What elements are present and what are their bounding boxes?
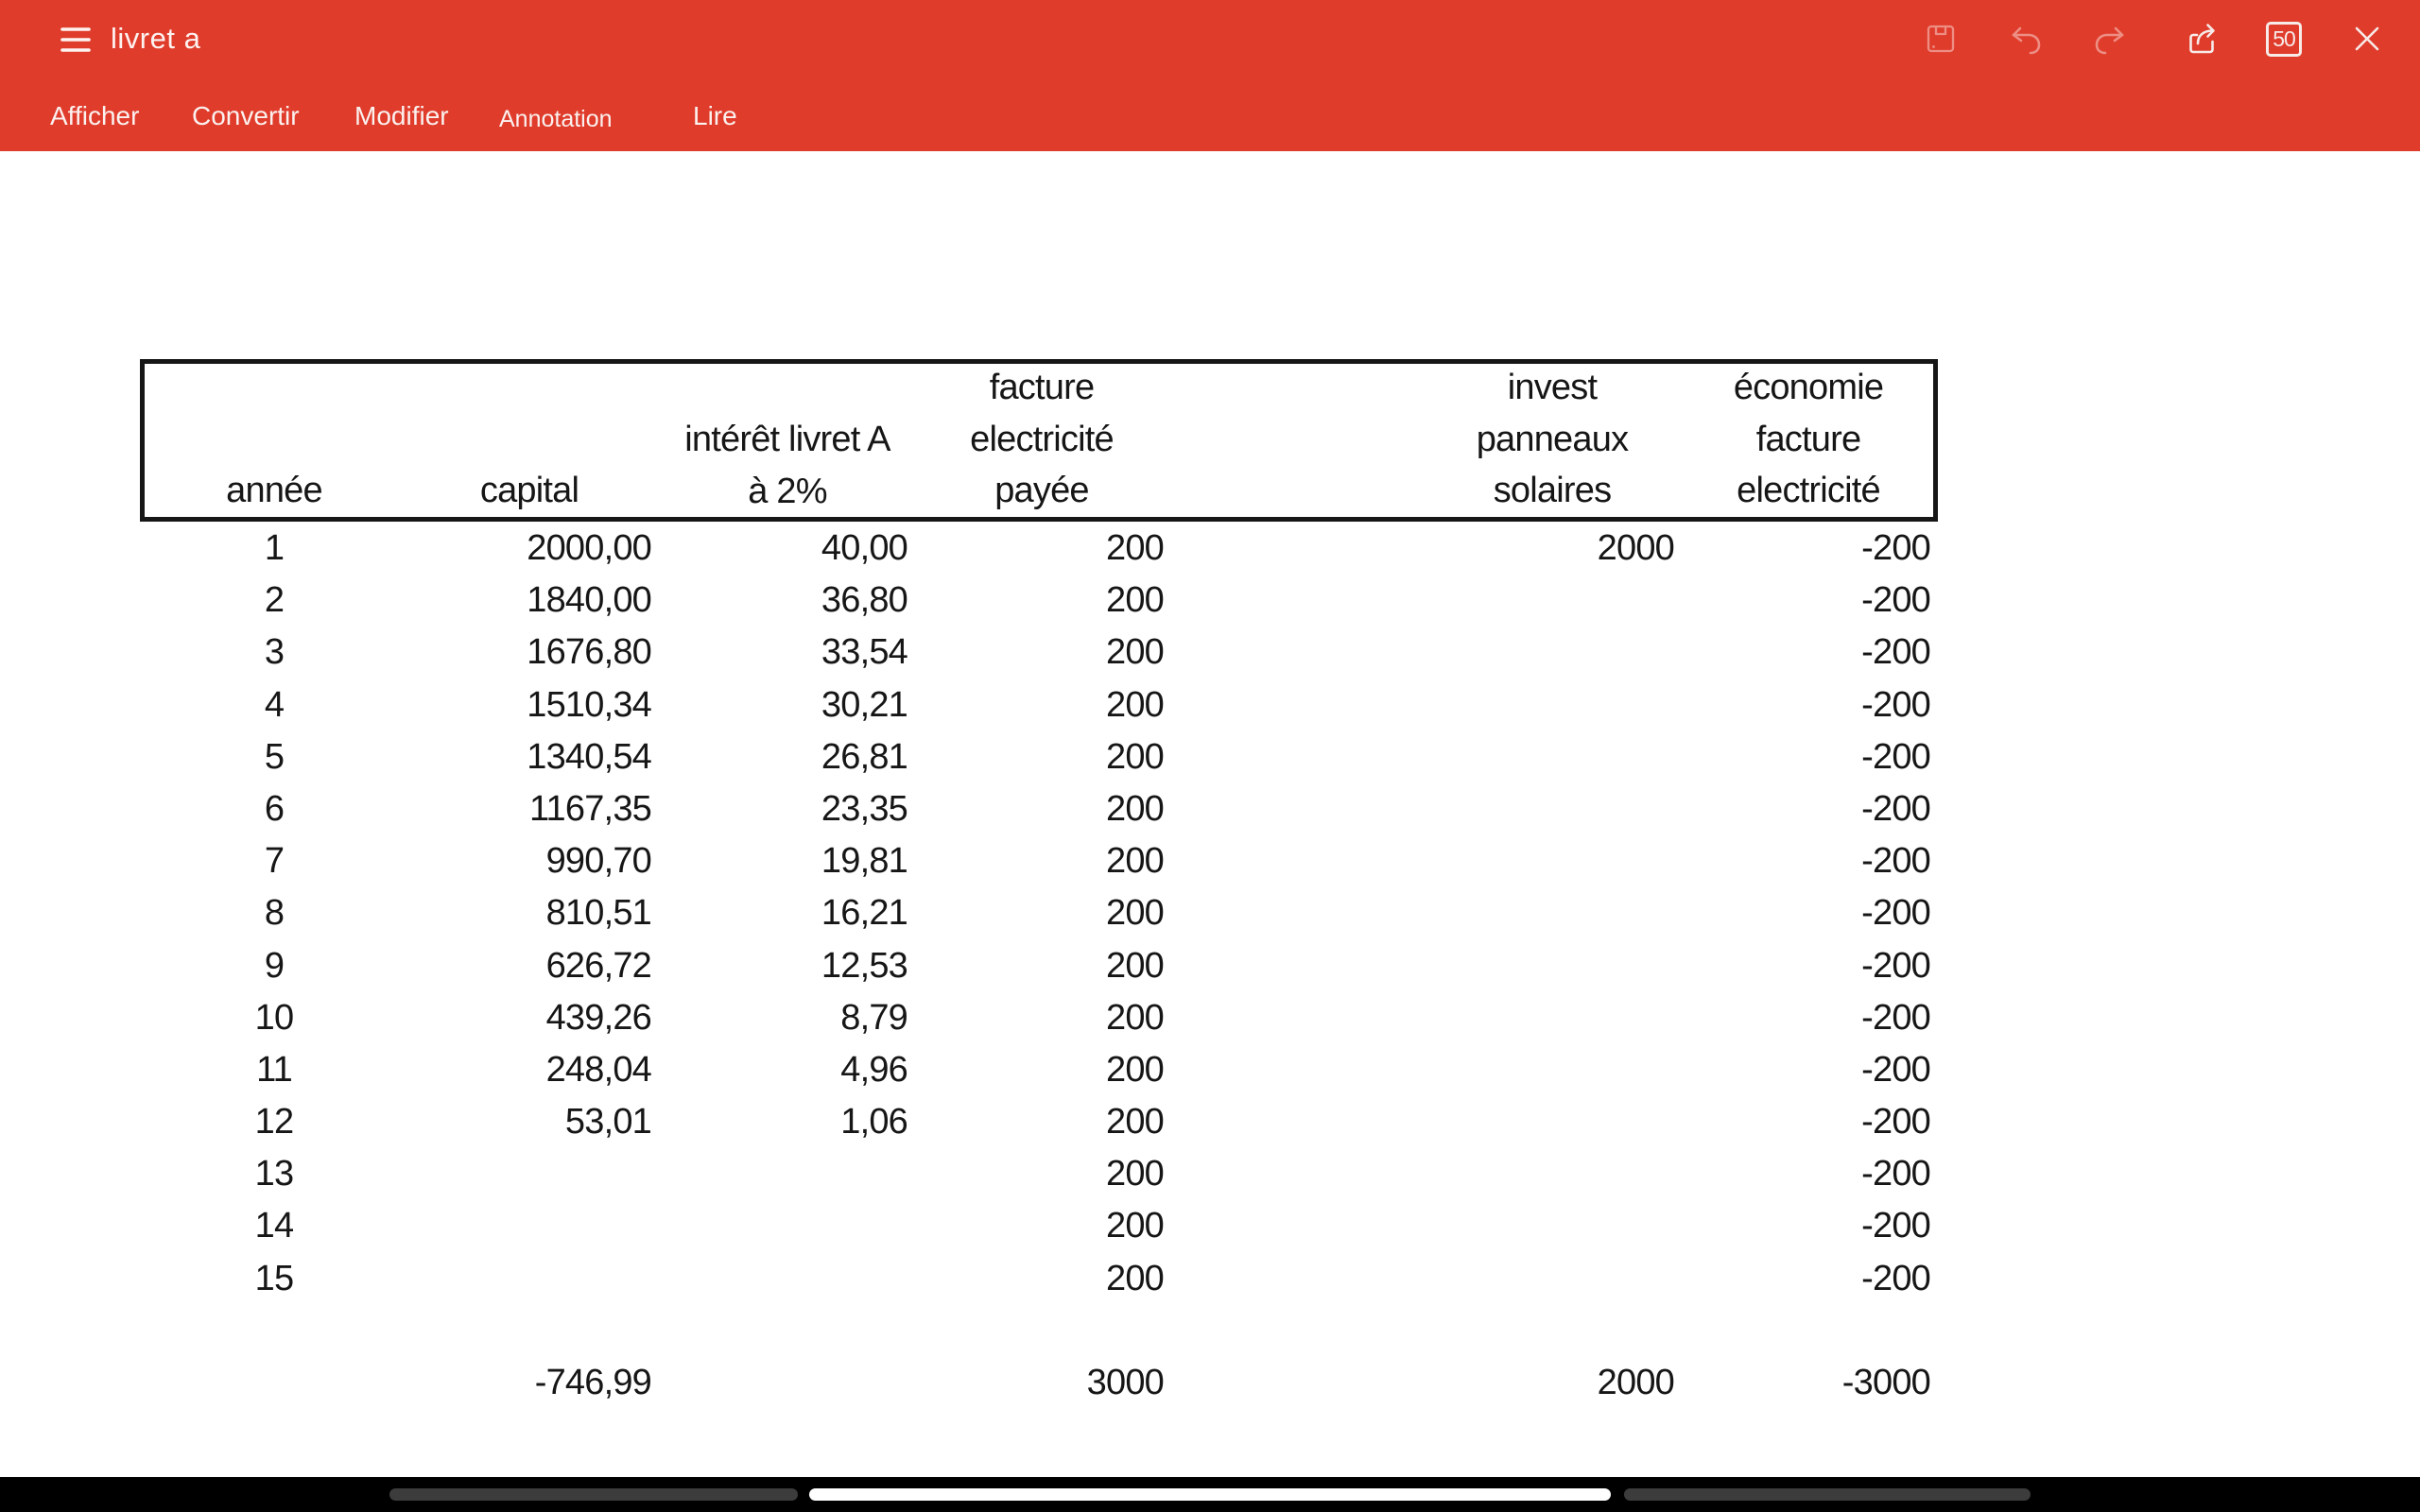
cell-annee: 15 — [254, 1258, 294, 1298]
cell-interet: 4,96 — [840, 1049, 908, 1090]
table-row — [0, 523, 2420, 575]
cell-capital: 1676,80 — [527, 632, 651, 673]
app-header — [0, 0, 2420, 151]
scrollbar-track-right[interactable] — [1624, 1488, 2031, 1501]
cell-total-facture: 3000 — [1086, 1362, 1164, 1402]
scrollbar-track-left[interactable] — [389, 1488, 798, 1501]
table-row — [0, 1096, 2420, 1148]
table-row — [0, 940, 2420, 992]
cell-invest — [1164, 1200, 1674, 1252]
cell-annee: 12 — [254, 1102, 294, 1143]
badge-50-icon: 50 — [2266, 22, 2302, 57]
cell-invest: 2000 — [1597, 528, 1674, 568]
save-button[interactable] — [1913, 11, 1968, 66]
cell-facture: 200 — [1105, 1258, 1164, 1298]
undo-button[interactable] — [1998, 11, 2053, 66]
cell-annee: 8 — [264, 893, 285, 934]
menu-item-lire[interactable]: Lire — [693, 101, 737, 130]
column-header-interet: intérêt livret A à 2% — [684, 420, 890, 511]
table-body — [0, 523, 2420, 1409]
cell-capital — [404, 1253, 651, 1305]
cell-capital: 439,26 — [545, 997, 651, 1038]
cell-interet: 36,80 — [821, 580, 908, 621]
cell-capital — [404, 1148, 651, 1200]
cell-facture: 200 — [1105, 736, 1164, 777]
menu-item-modifier[interactable]: Modifier — [354, 101, 449, 130]
cell-invest — [1164, 1044, 1674, 1096]
cell-facture: 200 — [1105, 893, 1164, 934]
cell-capital: 810,51 — [545, 893, 651, 934]
cell-annee: 9 — [264, 945, 285, 986]
cell-capital: 53,01 — [564, 1102, 651, 1143]
scrollbar-thumb[interactable] — [809, 1488, 1611, 1501]
cell-economie: -200 — [1861, 632, 1930, 673]
cell-capital: 248,04 — [545, 1049, 651, 1090]
cell-facture: 200 — [1105, 632, 1164, 673]
column-header-capital: capital — [479, 471, 579, 510]
cell-economie: -200 — [1861, 736, 1930, 777]
totals-row — [0, 1357, 2420, 1409]
cell-invest — [1164, 575, 1674, 627]
cell-interet — [651, 1148, 908, 1200]
cell-economie: -200 — [1861, 1258, 1930, 1298]
cell-economie: -200 — [1861, 684, 1930, 725]
cell-capital — [404, 1200, 651, 1252]
cell-facture: 200 — [1105, 1102, 1164, 1143]
cell-annee: 3 — [264, 632, 285, 673]
share-button[interactable] — [2175, 11, 2230, 66]
cell-annee: 1 — [264, 528, 285, 568]
cell-capital: 990,70 — [545, 841, 651, 882]
cell-economie: -200 — [1861, 1049, 1930, 1090]
cell-economie: -200 — [1861, 997, 1930, 1038]
table-rows — [0, 523, 2420, 1305]
cell-facture: 200 — [1105, 841, 1164, 882]
cell-facture: 200 — [1105, 580, 1164, 621]
cell-invest — [1164, 627, 1674, 679]
table-row — [0, 1148, 2420, 1200]
cell-invest — [1164, 835, 1674, 887]
column-header-invest: invest panneaux solaires — [1476, 368, 1629, 511]
menu-item-convertir[interactable]: Convertir — [192, 101, 300, 130]
cell-facture: 200 — [1105, 1049, 1164, 1090]
table-row — [0, 887, 2420, 939]
column-header-facture: facture electricité payée — [970, 368, 1114, 511]
cell-invest — [1164, 1096, 1674, 1148]
undo-icon — [2008, 21, 2044, 57]
cell-capital: 1167,35 — [529, 788, 651, 829]
cell-annee: 7 — [264, 841, 285, 882]
cell-facture: 200 — [1105, 997, 1164, 1038]
table-row — [0, 575, 2420, 627]
cell-capital: 2000,00 — [527, 528, 651, 568]
cell-facture: 200 — [1105, 528, 1164, 568]
cell-capital: 626,72 — [545, 945, 651, 986]
cell-invest — [1164, 731, 1674, 783]
cell-invest — [1164, 940, 1674, 992]
table-row — [0, 992, 2420, 1044]
cell-economie: -200 — [1861, 1206, 1930, 1246]
cell-capital: 1510,34 — [527, 684, 651, 725]
table-row — [0, 627, 2420, 679]
menu-item-annotation[interactable]: Annotation — [499, 106, 613, 132]
hamburger-icon — [60, 26, 91, 54]
page-count-button[interactable] — [2256, 11, 2311, 66]
cell-annee: 2 — [264, 580, 285, 621]
cell-annee: 6 — [264, 788, 285, 829]
redo-button[interactable] — [2083, 11, 2137, 66]
redo-icon — [2092, 21, 2128, 57]
cell-invest — [1164, 679, 1674, 731]
cell-total-capital: -746,99 — [534, 1362, 651, 1402]
cell-economie: -200 — [1861, 788, 1930, 829]
cell-interet: 33,54 — [821, 632, 908, 673]
cell-facture: 200 — [1105, 1206, 1164, 1246]
bottom-bar — [0, 1477, 2420, 1512]
cell-interet — [651, 1253, 908, 1305]
cell-interet: 30,21 — [821, 684, 908, 725]
hamburger-menu-button[interactable] — [53, 17, 98, 62]
table-row — [0, 1200, 2420, 1252]
table-row — [0, 1253, 2420, 1305]
cell-interet: 8,79 — [840, 997, 908, 1038]
cell-annee: 10 — [254, 997, 294, 1038]
column-header-annee: année — [226, 471, 322, 510]
cell-interet: 26,81 — [821, 736, 908, 777]
cell-economie: -200 — [1861, 945, 1930, 986]
cell-facture: 200 — [1105, 788, 1164, 829]
cell-facture: 200 — [1105, 1154, 1164, 1194]
cell-annee: 11 — [256, 1049, 292, 1090]
cell-economie: -200 — [1861, 528, 1930, 568]
cell-interet: 19,81 — [821, 841, 908, 882]
cell-capital: 1340,54 — [527, 736, 651, 777]
table-row — [0, 731, 2420, 783]
close-button[interactable] — [2340, 11, 2394, 66]
cell-invest — [1164, 1148, 1674, 1200]
table-row — [0, 783, 2420, 835]
cell-economie: -200 — [1861, 841, 1930, 882]
cell-invest — [1164, 887, 1674, 939]
cell-interet: 1,06 — [840, 1102, 908, 1143]
cell-interet: 40,00 — [821, 528, 908, 568]
cell-capital: 1840,00 — [527, 580, 651, 621]
cell-annee: 13 — [254, 1154, 294, 1194]
document-title: livret a — [111, 22, 201, 55]
close-icon — [2350, 22, 2384, 56]
cell-economie: -200 — [1861, 580, 1930, 621]
menu-item-afficher[interactable]: Afficher — [50, 101, 140, 130]
column-header-economie: économie facture electricité — [1733, 368, 1884, 511]
cell-interet — [651, 1200, 908, 1252]
cell-total-economie: -3000 — [1841, 1362, 1930, 1402]
table-row — [0, 679, 2420, 731]
cell-invest — [1164, 1253, 1674, 1305]
cell-invest — [1164, 783, 1674, 835]
save-icon — [1924, 22, 1958, 56]
share-icon — [2185, 21, 2221, 57]
cell-interet: 23,35 — [821, 788, 908, 829]
cell-economie: -200 — [1861, 1102, 1930, 1143]
table-row — [0, 835, 2420, 887]
cell-facture: 200 — [1105, 684, 1164, 725]
cell-economie: -200 — [1861, 893, 1930, 934]
document-canvas[interactable] — [0, 151, 2420, 1477]
cell-annee: 5 — [264, 736, 285, 777]
table-row — [0, 1044, 2420, 1096]
cell-annee: 14 — [254, 1206, 294, 1246]
cell-invest — [1164, 992, 1674, 1044]
cell-annee: 4 — [264, 684, 285, 725]
cell-total-invest: 2000 — [1597, 1362, 1674, 1402]
cell-facture: 200 — [1105, 945, 1164, 986]
cell-economie: -200 — [1861, 1154, 1930, 1194]
cell-interet: 12,53 — [821, 945, 908, 986]
cell-interet: 16,21 — [821, 893, 908, 934]
